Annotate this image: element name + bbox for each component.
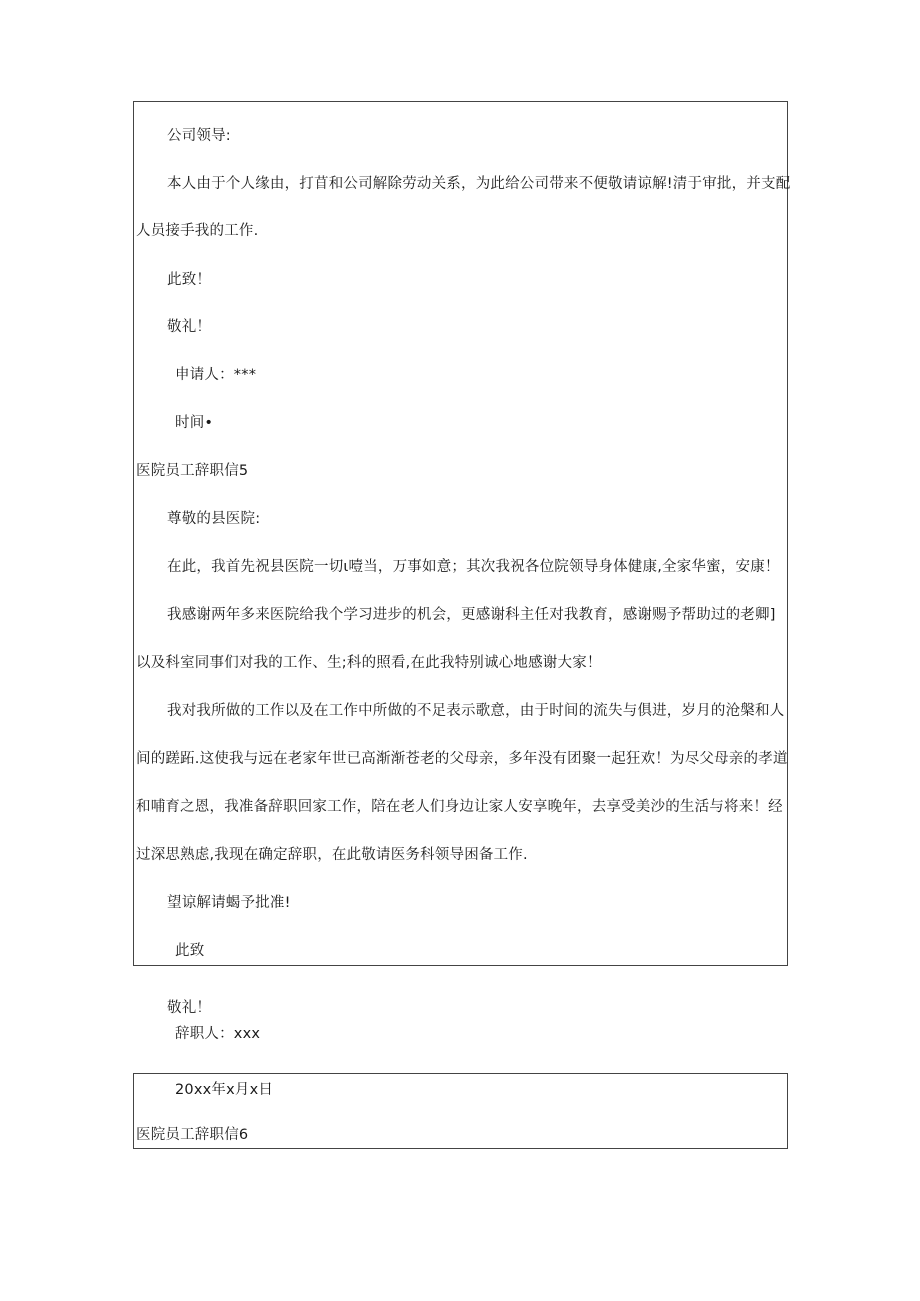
letter5-para3-line3: 和哺育之恩，我准备辞职回家工作，陪在老人们身边让家人安享晚年，去享受美沙的生活与将来！经 [136, 799, 783, 815]
letter5-para1: 在此，我首先祝县医院一切ι噎当，万事如意；其次我祝各位院领导身体健康,全家华蜜，安康！ [167, 559, 780, 575]
letter5-para2-line1: 我感谢两年多来医院给我个学习进步的机会，更感谢科主任对我教育，感谢赐予帮助过的老卿] [167, 607, 776, 623]
letter5-signer: 辞职人：xxx [175, 1026, 261, 1042]
body-line-2: 人员接手我的工作. [136, 223, 259, 239]
letter5-closing-jingli: 敬礼！ [167, 1000, 212, 1016]
letter5-closing-cizhi: 此致 [175, 943, 205, 959]
letter5-salutation: 尊敬的县医院: [167, 511, 261, 527]
letter5-request: 望谅解请蝎予批准! [167, 895, 291, 911]
letter5-para3-line1: 我对我所做的工作以及在工作中所做的不足表示歌意，由于时间的流失与俱进，岁月的沧槃和人 [167, 703, 785, 719]
body-line-1: 本人由于个人缘由，打苜和公司解除劳动关系，为此给公司带来不便敬请谅解!清于审批，并支配 [167, 176, 791, 192]
salutation-company: 公司领导: [167, 128, 231, 144]
closing-jingli: 敬礼！ [167, 319, 212, 335]
letter5-para3-line4: 过深思熟虑,我现在确定辞职，在此敬请医务科领导困备工作. [136, 847, 528, 863]
letter5-date: 20xx年x月x日 [175, 1082, 274, 1098]
applicant-line: 申请人：*** [175, 367, 257, 383]
letter5-para3-line2: 间的蹉跖.这使我与远在老家年世已高渐渐苍老的父母亲，多年没有团聚一起狂欢！为尽父母亲的孝道 [136, 751, 788, 767]
closing-cizhi: 此致！ [167, 272, 212, 288]
letter6-heading: 医院员工辞职信6 [136, 1127, 249, 1143]
letter5-para2-line2: 以及科室同事们对我的工作、生;科的照看,在此我特别诚心地感谢大家！ [136, 655, 602, 671]
time-line: 时间• [175, 415, 214, 431]
letter5-heading: 医院员工辞职信5 [136, 463, 249, 479]
